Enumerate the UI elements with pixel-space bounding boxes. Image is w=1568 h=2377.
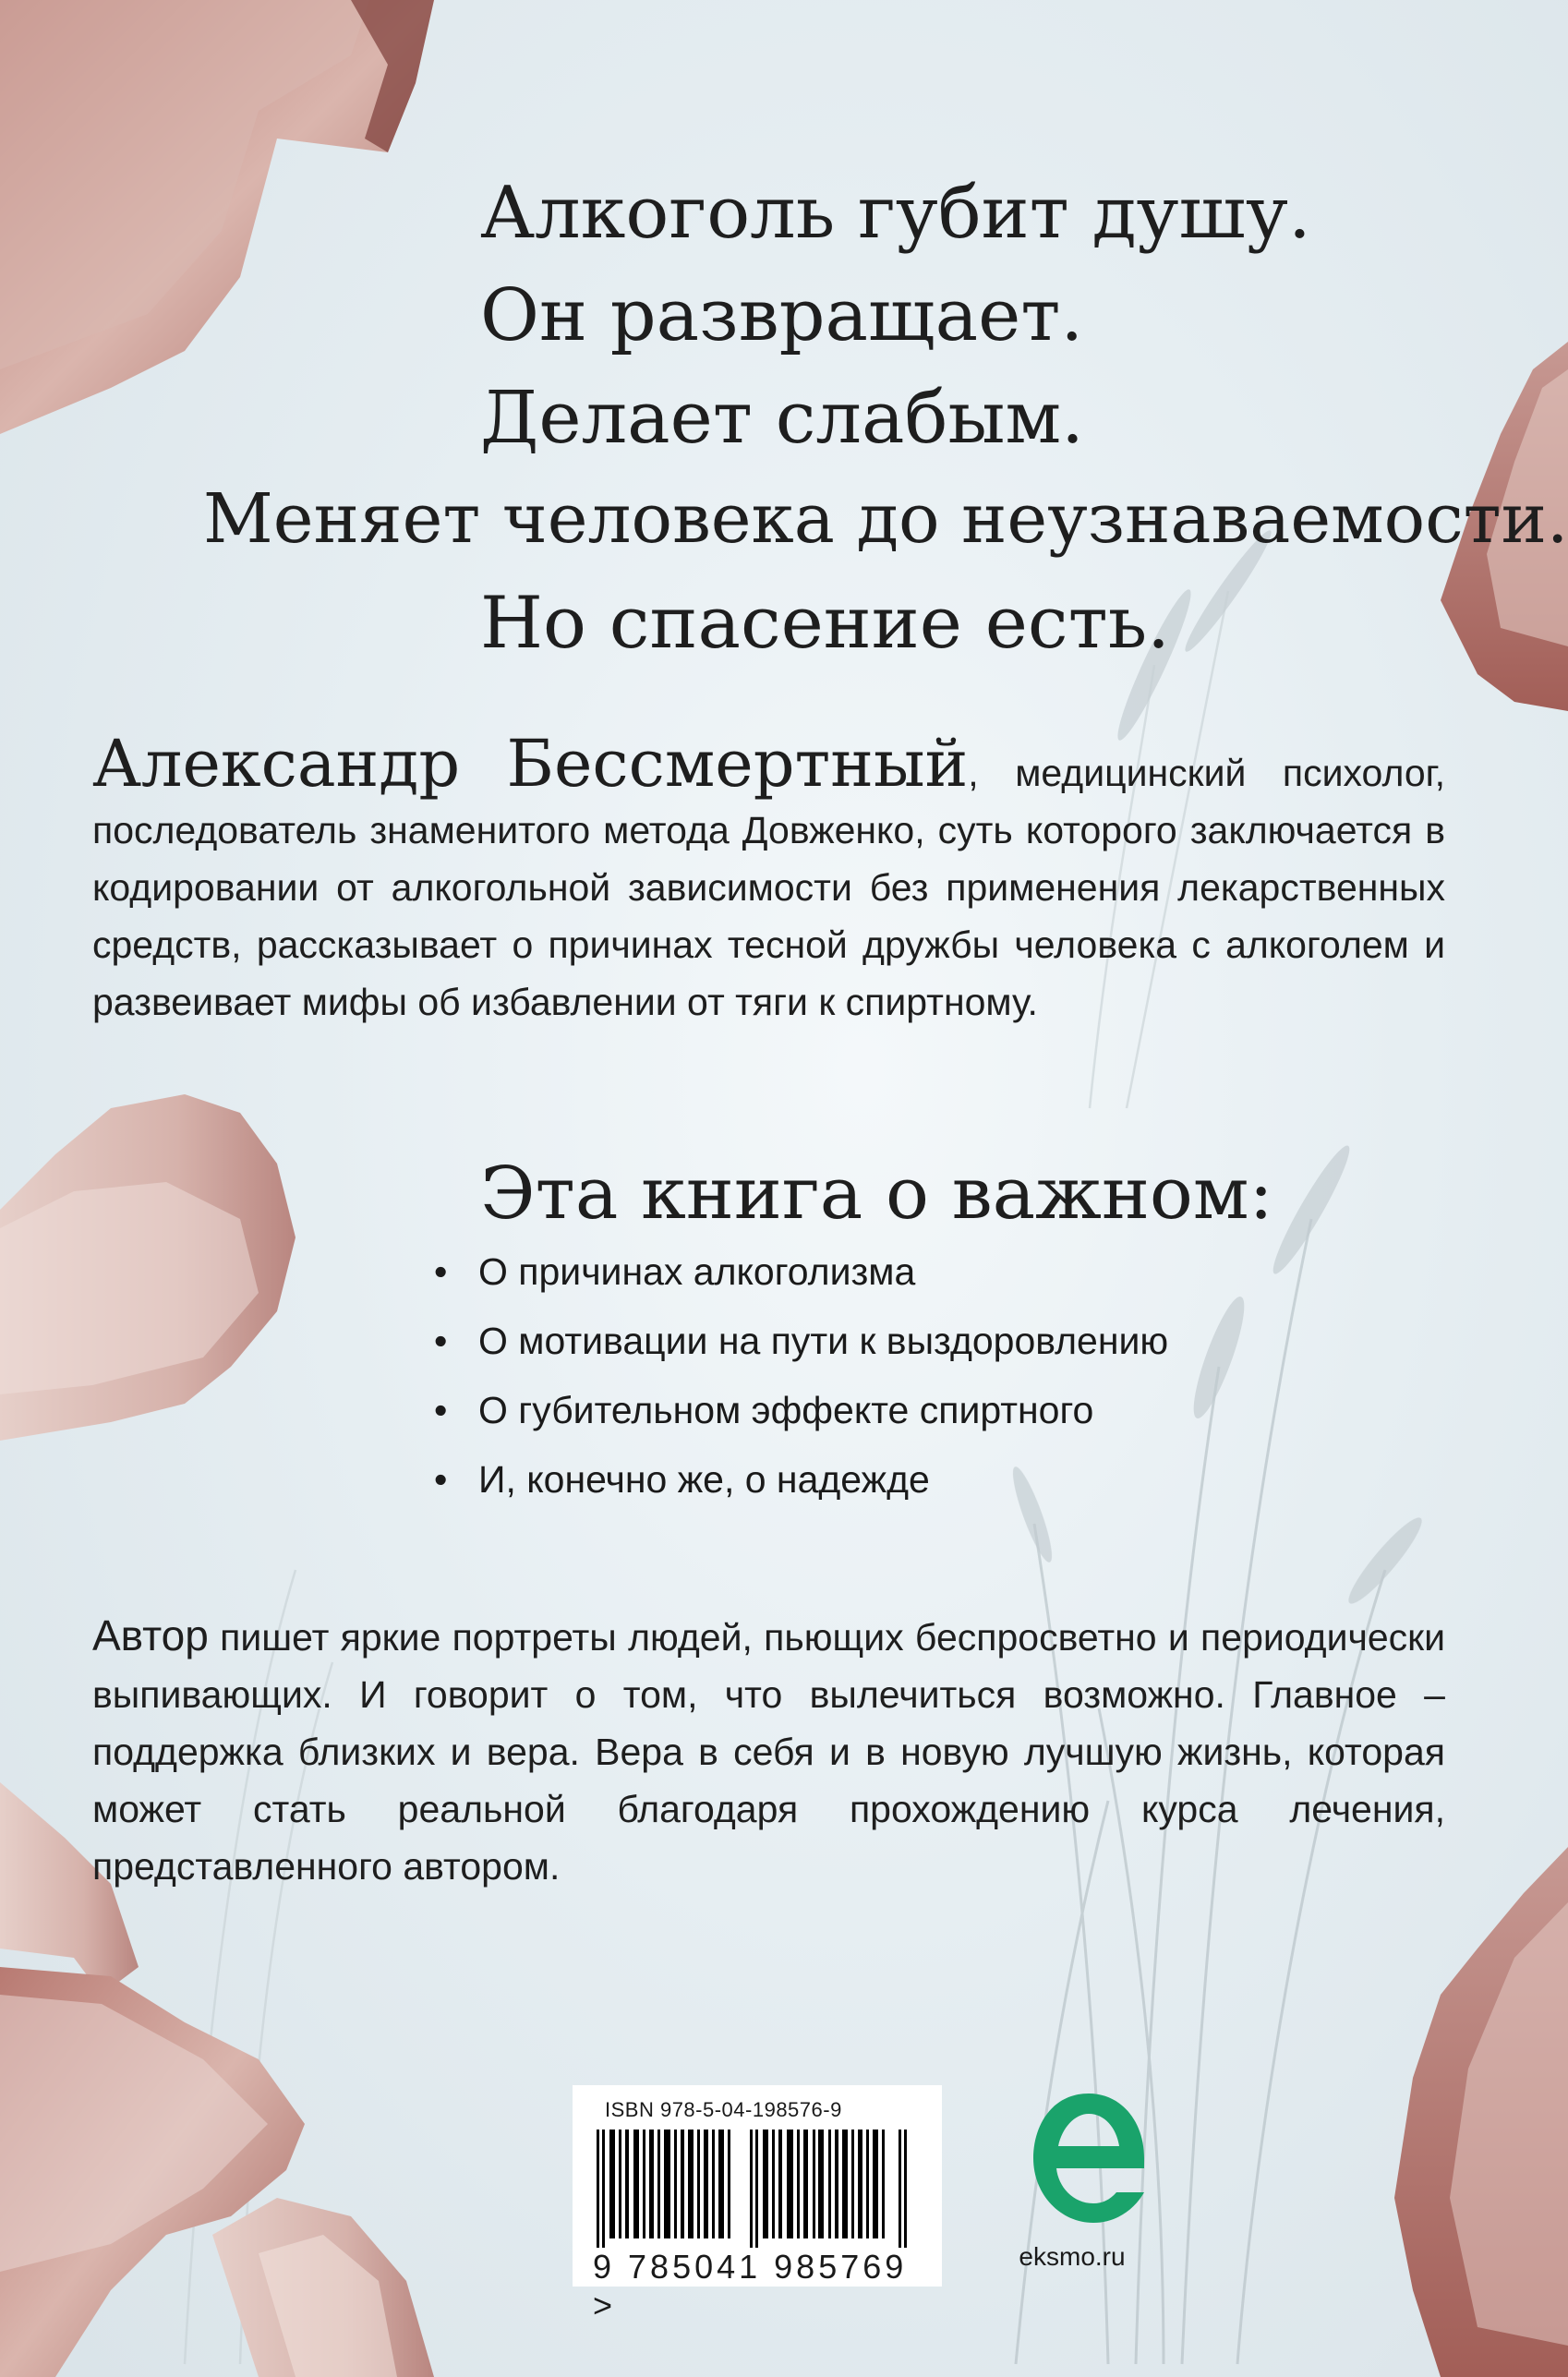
tagline-line: Но спасение есть. bbox=[480, 582, 1170, 665]
tagline-line: Меняет человека до неузнаваемости. bbox=[203, 479, 1568, 559]
publisher-site: eksmo.ru bbox=[1019, 2242, 1126, 2271]
list-item-text: О мотивации на пути к выздоровлению bbox=[478, 1320, 1169, 1362]
isbn-label: ISBN 978-5-04-198576-9 bbox=[605, 2098, 842, 2121]
author-description: , медицинский психолог, последователь знаменитого метода Довженко, суть которого заключается в кодировании от алкогольной зависимости без применения лекарственных средств, рассказывает о причинах тесной дружбы человека с алкоголем и развеивает мифы об избавлении от тяги к спиртному. bbox=[92, 752, 1445, 1023]
bullet-icon: • bbox=[434, 1250, 448, 1293]
eksmo-logo-icon bbox=[1029, 2089, 1149, 2227]
tagline-line: Он развращает. bbox=[480, 274, 1084, 357]
list-item-text: О губительном эффекте спиртного bbox=[478, 1389, 1094, 1431]
list-item bbox=[434, 1307, 1168, 1376]
book-about-heading: Эта книга о важном: bbox=[480, 1152, 1273, 1236]
closing-paragraph bbox=[92, 1607, 1445, 1895]
barcode-digits: 9 785041 985769 > bbox=[593, 2248, 908, 2324]
author-paragraph bbox=[92, 726, 1445, 1031]
closing-text: пишет яркие портреты людей, пьющих беспросветно и периодически выпивающих. И говорит о том, что вылечиться возможно. Главное – поддержка близких и вера. Вера в себя и в новую лучшую жизнь, которая может стать реальной благодаря прохождению курса лечения, представленного автором. bbox=[92, 1616, 1445, 1888]
barcode bbox=[573, 2085, 942, 2324]
author-name: Александр Бессмертный bbox=[92, 726, 969, 802]
list-item bbox=[434, 1445, 1168, 1514]
list-item bbox=[434, 1237, 1168, 1307]
bullet-icon: • bbox=[434, 1389, 448, 1431]
barcode-bars bbox=[597, 2130, 920, 2248]
list-item-text: О причинах алкоголизма bbox=[478, 1250, 916, 1293]
closing-lead: Автор bbox=[92, 1611, 209, 1659]
bullet-icon: • bbox=[434, 1458, 448, 1501]
tagline-line: Алкоголь губит душу. bbox=[480, 172, 1311, 255]
tagline-line: Делает слабым. bbox=[480, 377, 1084, 460]
list-item bbox=[434, 1376, 1168, 1445]
book-about-list bbox=[434, 1237, 1168, 1514]
bullet-icon: • bbox=[434, 1320, 448, 1362]
list-item-text: И, конечно же, о надежде bbox=[478, 1458, 930, 1501]
